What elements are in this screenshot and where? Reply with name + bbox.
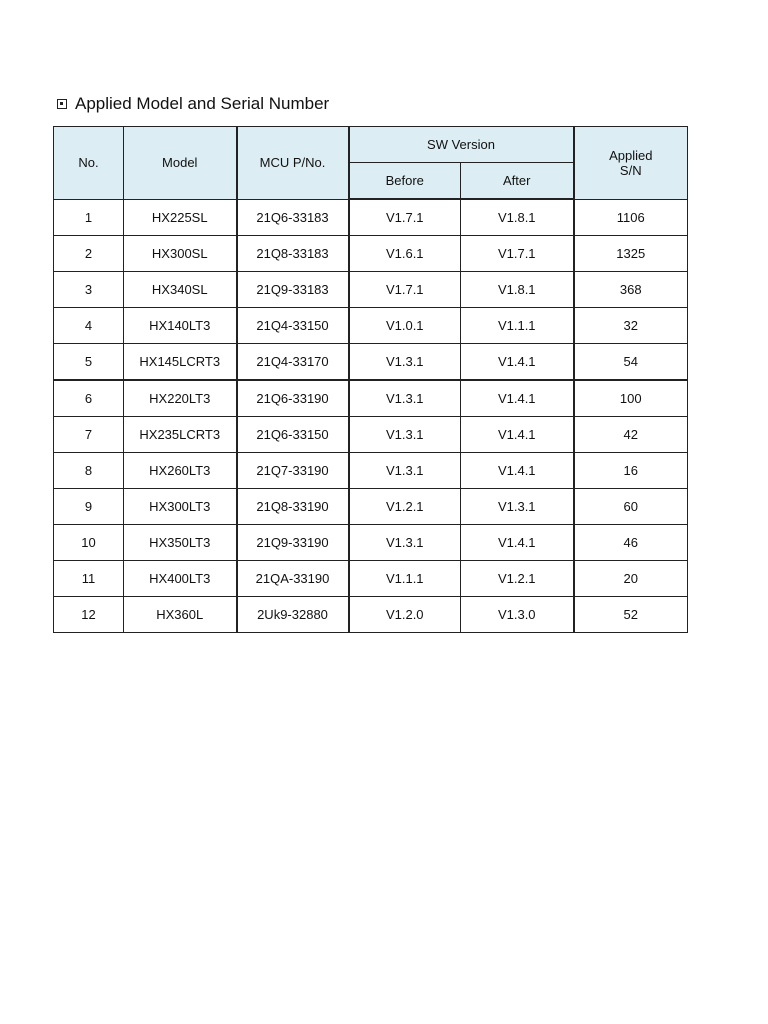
cell-no: 4 xyxy=(54,308,124,344)
cell-model: HX235LCRT3 xyxy=(124,417,237,453)
cell-model: HX350LT3 xyxy=(124,525,237,561)
cell-model: HX220LT3 xyxy=(124,380,237,417)
cell-before: V1.2.0 xyxy=(349,597,461,633)
applied-model-table xyxy=(53,126,688,633)
table-row xyxy=(54,199,688,236)
table-body xyxy=(54,199,688,633)
table-row xyxy=(54,308,688,344)
cell-applied-sn: 20 xyxy=(574,561,688,597)
cell-mcu: 21Q9-33183 xyxy=(237,272,349,308)
cell-before: V1.2.1 xyxy=(349,489,461,525)
cell-model: HX300SL xyxy=(124,236,237,272)
cell-model: HX140LT3 xyxy=(124,308,237,344)
cell-no: 6 xyxy=(54,380,124,417)
cell-no: 11 xyxy=(54,561,124,597)
cell-no: 5 xyxy=(54,344,124,381)
cell-mcu: 21Q4-33170 xyxy=(237,344,349,381)
cell-before: V1.0.1 xyxy=(349,308,461,344)
cell-no: 7 xyxy=(54,417,124,453)
cell-model: HX360L xyxy=(124,597,237,633)
cell-applied-sn: 368 xyxy=(574,272,688,308)
cell-mcu: 21Q8-33190 xyxy=(237,489,349,525)
table-row xyxy=(54,380,688,417)
cell-model: HX260LT3 xyxy=(124,453,237,489)
cell-before: V1.7.1 xyxy=(349,272,461,308)
cell-applied-sn: 60 xyxy=(574,489,688,525)
cell-after: V1.8.1 xyxy=(461,199,574,236)
header-sw-version: SW Version xyxy=(349,127,574,163)
cell-before: V1.3.1 xyxy=(349,417,461,453)
cell-mcu: 21Q8-33183 xyxy=(237,236,349,272)
header-no: No. xyxy=(54,127,124,200)
section-title: Applied Model and Serial Number xyxy=(75,94,330,113)
cell-before: V1.3.1 xyxy=(349,453,461,489)
cell-after: V1.4.1 xyxy=(461,380,574,417)
table-row xyxy=(54,561,688,597)
table-row xyxy=(54,597,688,633)
cell-applied-sn: 42 xyxy=(574,417,688,453)
cell-model: HX400LT3 xyxy=(124,561,237,597)
cell-after: V1.3.0 xyxy=(461,597,574,633)
cell-after: V1.4.1 xyxy=(461,417,574,453)
table-row xyxy=(54,236,688,272)
cell-applied-sn: 32 xyxy=(574,308,688,344)
header-after: After xyxy=(461,163,574,200)
cell-no: 12 xyxy=(54,597,124,633)
cell-before: V1.3.1 xyxy=(349,380,461,417)
cell-applied-sn: 54 xyxy=(574,344,688,381)
cell-after: V1.7.1 xyxy=(461,236,574,272)
cell-after: V1.3.1 xyxy=(461,489,574,525)
section-heading xyxy=(57,93,329,115)
cell-after: V1.4.1 xyxy=(461,453,574,489)
header-model: Model xyxy=(124,127,237,200)
cell-model: HX300LT3 xyxy=(124,489,237,525)
cell-mcu: 21Q7-33190 xyxy=(237,453,349,489)
cell-no: 2 xyxy=(54,236,124,272)
table-row xyxy=(54,417,688,453)
header-applied-sn-line1: Applied xyxy=(609,147,653,163)
cell-applied-sn: 16 xyxy=(574,453,688,489)
cell-model: HX225SL xyxy=(124,199,237,236)
cell-no: 8 xyxy=(54,453,124,489)
cell-after: V1.2.1 xyxy=(461,561,574,597)
cell-applied-sn: 52 xyxy=(574,597,688,633)
header-applied-sn xyxy=(574,127,688,200)
cell-model: HX340SL xyxy=(124,272,237,308)
cell-before: V1.1.1 xyxy=(349,561,461,597)
table-row xyxy=(54,344,688,381)
cell-mcu: 21Q4-33150 xyxy=(237,308,349,344)
cell-mcu: 2Uk9-32880 xyxy=(237,597,349,633)
cell-mcu: 21Q9-33190 xyxy=(237,525,349,561)
header-applied-sn-line2: S/N xyxy=(619,162,642,178)
cell-no: 10 xyxy=(54,525,124,561)
cell-applied-sn: 100 xyxy=(574,380,688,417)
square-bullet-icon xyxy=(57,99,67,109)
cell-after: V1.4.1 xyxy=(461,344,574,381)
cell-mcu: 21QA-33190 xyxy=(237,561,349,597)
cell-before: V1.7.1 xyxy=(349,199,461,236)
cell-no: 3 xyxy=(54,272,124,308)
cell-before: V1.3.1 xyxy=(349,525,461,561)
cell-before: V1.3.1 xyxy=(349,344,461,381)
cell-model: HX145LCRT3 xyxy=(124,344,237,381)
cell-no: 1 xyxy=(54,199,124,236)
cell-before: V1.6.1 xyxy=(349,236,461,272)
table-row xyxy=(54,272,688,308)
cell-applied-sn: 1325 xyxy=(574,236,688,272)
cell-applied-sn: 46 xyxy=(574,525,688,561)
table-row xyxy=(54,453,688,489)
cell-mcu: 21Q6-33190 xyxy=(237,380,349,417)
cell-after: V1.8.1 xyxy=(461,272,574,308)
table-row xyxy=(54,525,688,561)
cell-after: V1.1.1 xyxy=(461,308,574,344)
table-row xyxy=(54,489,688,525)
header-mcu: MCU P/No. xyxy=(237,127,349,200)
cell-no: 9 xyxy=(54,489,124,525)
header-before: Before xyxy=(349,163,461,200)
cell-applied-sn: 1106 xyxy=(574,199,688,236)
cell-mcu: 21Q6-33150 xyxy=(237,417,349,453)
cell-mcu: 21Q6-33183 xyxy=(237,199,349,236)
cell-after: V1.4.1 xyxy=(461,525,574,561)
